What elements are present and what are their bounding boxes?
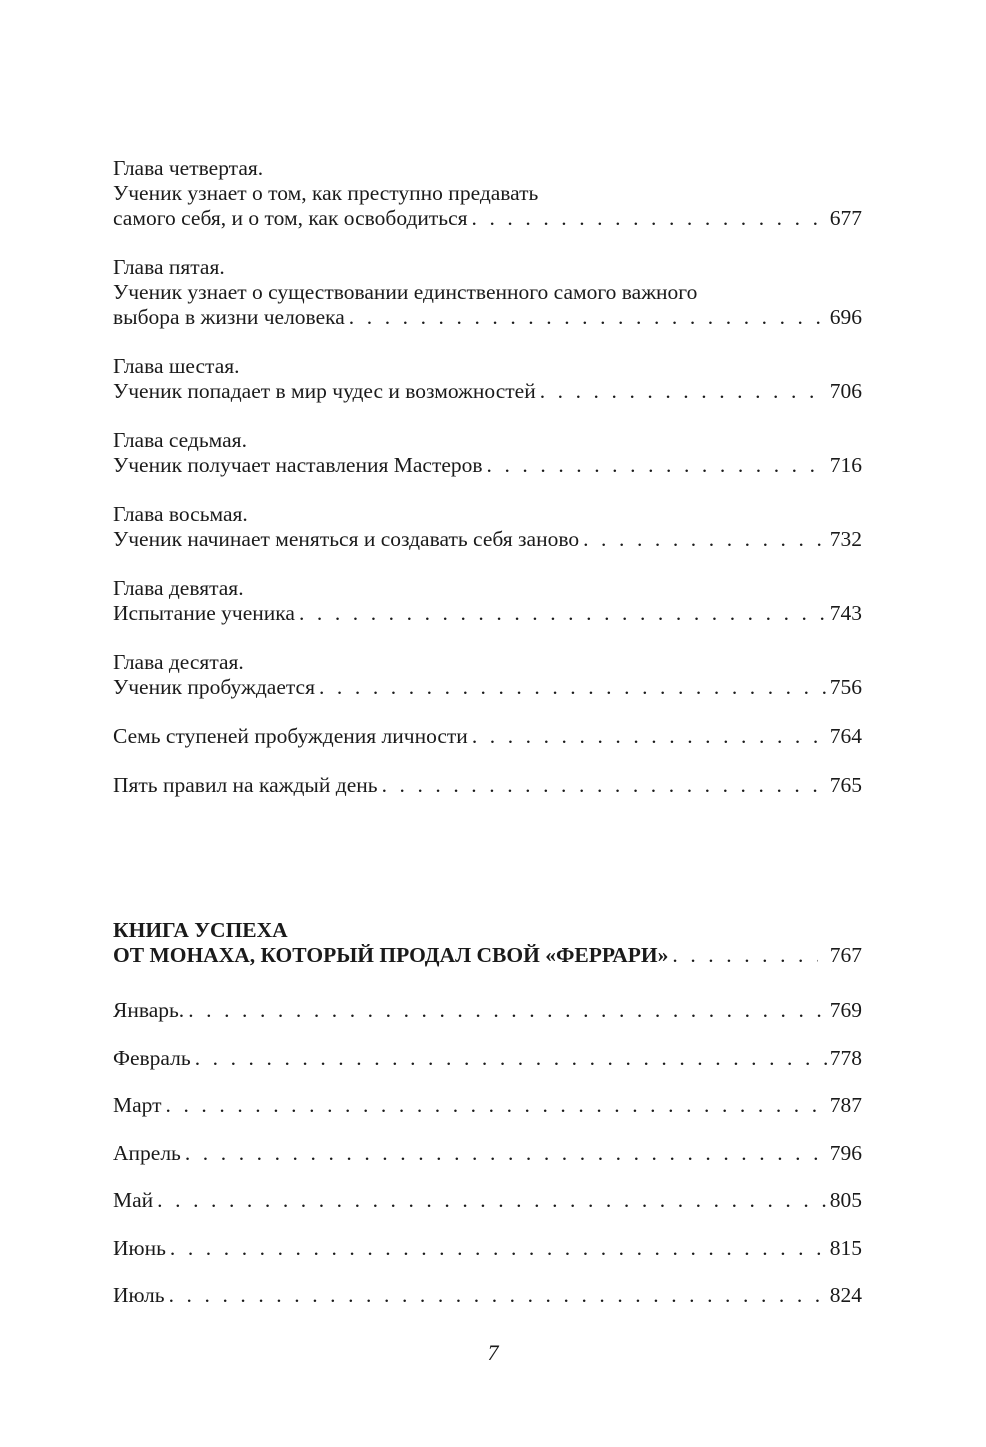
page-number: 677 bbox=[829, 206, 862, 230]
toc-entry-chapter-5[interactable] bbox=[113, 255, 862, 330]
dot-leader bbox=[487, 453, 828, 478]
chapter-title-leader bbox=[113, 305, 862, 330]
toc-entry-chapter-6[interactable] bbox=[113, 354, 862, 404]
chapter-title-line: Ученик получает наставления Мастеров bbox=[113, 453, 483, 477]
page-number: 732 bbox=[829, 527, 862, 551]
month-title: Июнь bbox=[113, 1235, 166, 1260]
page-number: 805 bbox=[829, 1188, 862, 1212]
dot-leader bbox=[540, 379, 828, 404]
chapter-title-line: Ученик начинает меняться и создавать себя заново bbox=[113, 527, 580, 551]
toc-entry-june[interactable] bbox=[113, 1236, 862, 1261]
chapter-title-leader bbox=[113, 379, 862, 404]
month-title: Январь. bbox=[113, 998, 185, 1022]
page-number: 787 bbox=[829, 1093, 862, 1117]
chapter-title-line: выбора в жизни человека bbox=[113, 305, 345, 329]
toc-entry-seven-steps[interactable] bbox=[113, 724, 862, 749]
toc-entry-chapter-7[interactable] bbox=[113, 428, 862, 478]
chapter-title-leader bbox=[113, 206, 862, 231]
page-number: 815 bbox=[829, 1235, 862, 1260]
page-number: 767 bbox=[829, 943, 862, 967]
entry-title: Семь ступеней пробуждения личности bbox=[113, 724, 468, 748]
chapters-list bbox=[113, 156, 862, 822]
toc-entry-july[interactable] bbox=[113, 1283, 862, 1308]
toc-entry-chapter-10[interactable] bbox=[113, 650, 862, 700]
page-folio: 7 bbox=[487, 1340, 499, 1365]
month-title: Март bbox=[113, 1093, 162, 1117]
chapter-title-line: Ученик узнает о существовании единственного самого важного bbox=[113, 280, 698, 304]
chapter-heading: Глава восьмая. bbox=[113, 502, 248, 526]
dot-leader bbox=[157, 1188, 828, 1213]
toc-entry-chapter-4[interactable] bbox=[113, 156, 862, 231]
page-number: 716 bbox=[829, 453, 862, 477]
dot-leader bbox=[299, 601, 828, 626]
toc-entry-march[interactable] bbox=[113, 1093, 862, 1118]
dot-leader bbox=[195, 1046, 828, 1071]
toc-entry-january[interactable] bbox=[113, 998, 862, 1023]
page-number: 696 bbox=[829, 305, 862, 329]
chapter-title-line: Ученик попадает в мир чудес и возможностей bbox=[113, 379, 536, 403]
dot-leader bbox=[169, 1283, 828, 1308]
dot-leader bbox=[472, 206, 828, 231]
dot-leader bbox=[349, 305, 828, 330]
toc-entry-five-rules[interactable] bbox=[113, 773, 862, 798]
chapter-title-leader bbox=[113, 601, 862, 626]
page-number: 743 bbox=[829, 601, 862, 625]
entry-title: Пять правил на каждый день bbox=[113, 773, 378, 797]
chapter-heading: Глава шестая. bbox=[113, 354, 240, 378]
toc-entry-book-of-success[interactable] bbox=[113, 918, 862, 968]
dot-leader bbox=[185, 1141, 828, 1166]
entry-leader bbox=[113, 724, 862, 749]
book-title: КНИГА УСПЕХА bbox=[113, 918, 288, 942]
dot-leader bbox=[188, 998, 828, 1023]
dot-leader bbox=[170, 1236, 828, 1261]
toc-entry-february[interactable] bbox=[113, 1046, 862, 1071]
chapter-title-leader bbox=[113, 675, 862, 700]
month-title: Май bbox=[113, 1188, 154, 1212]
page-number: 765 bbox=[829, 773, 862, 797]
dot-leader bbox=[166, 1093, 828, 1118]
dot-leader bbox=[583, 527, 828, 552]
chapter-title-line: Ученик пробуждается bbox=[113, 675, 315, 699]
dot-leader bbox=[672, 943, 817, 968]
toc-entry-chapter-8[interactable] bbox=[113, 502, 862, 552]
month-title: Апрель bbox=[113, 1140, 181, 1165]
page-number: 769 bbox=[829, 998, 862, 1022]
chapter-heading: Глава четвертая. bbox=[113, 156, 264, 180]
chapter-title-line: Испытание ученика bbox=[113, 601, 295, 625]
chapter-heading: Глава пятая. bbox=[113, 255, 225, 279]
chapter-heading: Глава десятая. bbox=[113, 650, 244, 674]
page-number: 824 bbox=[829, 1283, 862, 1307]
chapter-title-line: самого себя, и о том, как освободиться bbox=[113, 206, 468, 230]
months-list bbox=[113, 998, 862, 1331]
book-title-leader bbox=[113, 943, 862, 968]
dot-leader bbox=[382, 773, 828, 798]
chapter-title-leader bbox=[113, 453, 862, 478]
dot-leader bbox=[319, 675, 828, 700]
toc-entry-april[interactable] bbox=[113, 1141, 862, 1166]
page-number: 796 bbox=[829, 1140, 862, 1165]
month-title: Февраль bbox=[113, 1045, 191, 1070]
toc-entry-chapter-9[interactable] bbox=[113, 576, 862, 626]
chapter-title-leader bbox=[113, 527, 862, 552]
entry-leader bbox=[113, 773, 862, 798]
toc-entry-may[interactable] bbox=[113, 1188, 862, 1213]
page-number: 706 bbox=[829, 379, 862, 403]
month-title: Июль bbox=[113, 1283, 165, 1307]
page-number: 756 bbox=[829, 675, 862, 699]
chapter-heading: Глава девятая. bbox=[113, 576, 244, 600]
dot-leader bbox=[472, 724, 828, 749]
book-subtitle: ОТ МОНАХА, КОТОРЫЙ ПРОДАЛ СВОЙ «ФЕРРАРИ» bbox=[113, 943, 669, 967]
page-number: 778 bbox=[829, 1045, 862, 1070]
chapter-title-line: Ученик узнает о том, как преступно предавать bbox=[113, 181, 539, 205]
page-number: 764 bbox=[829, 724, 862, 748]
chapter-heading: Глава седьмая. bbox=[113, 428, 247, 452]
